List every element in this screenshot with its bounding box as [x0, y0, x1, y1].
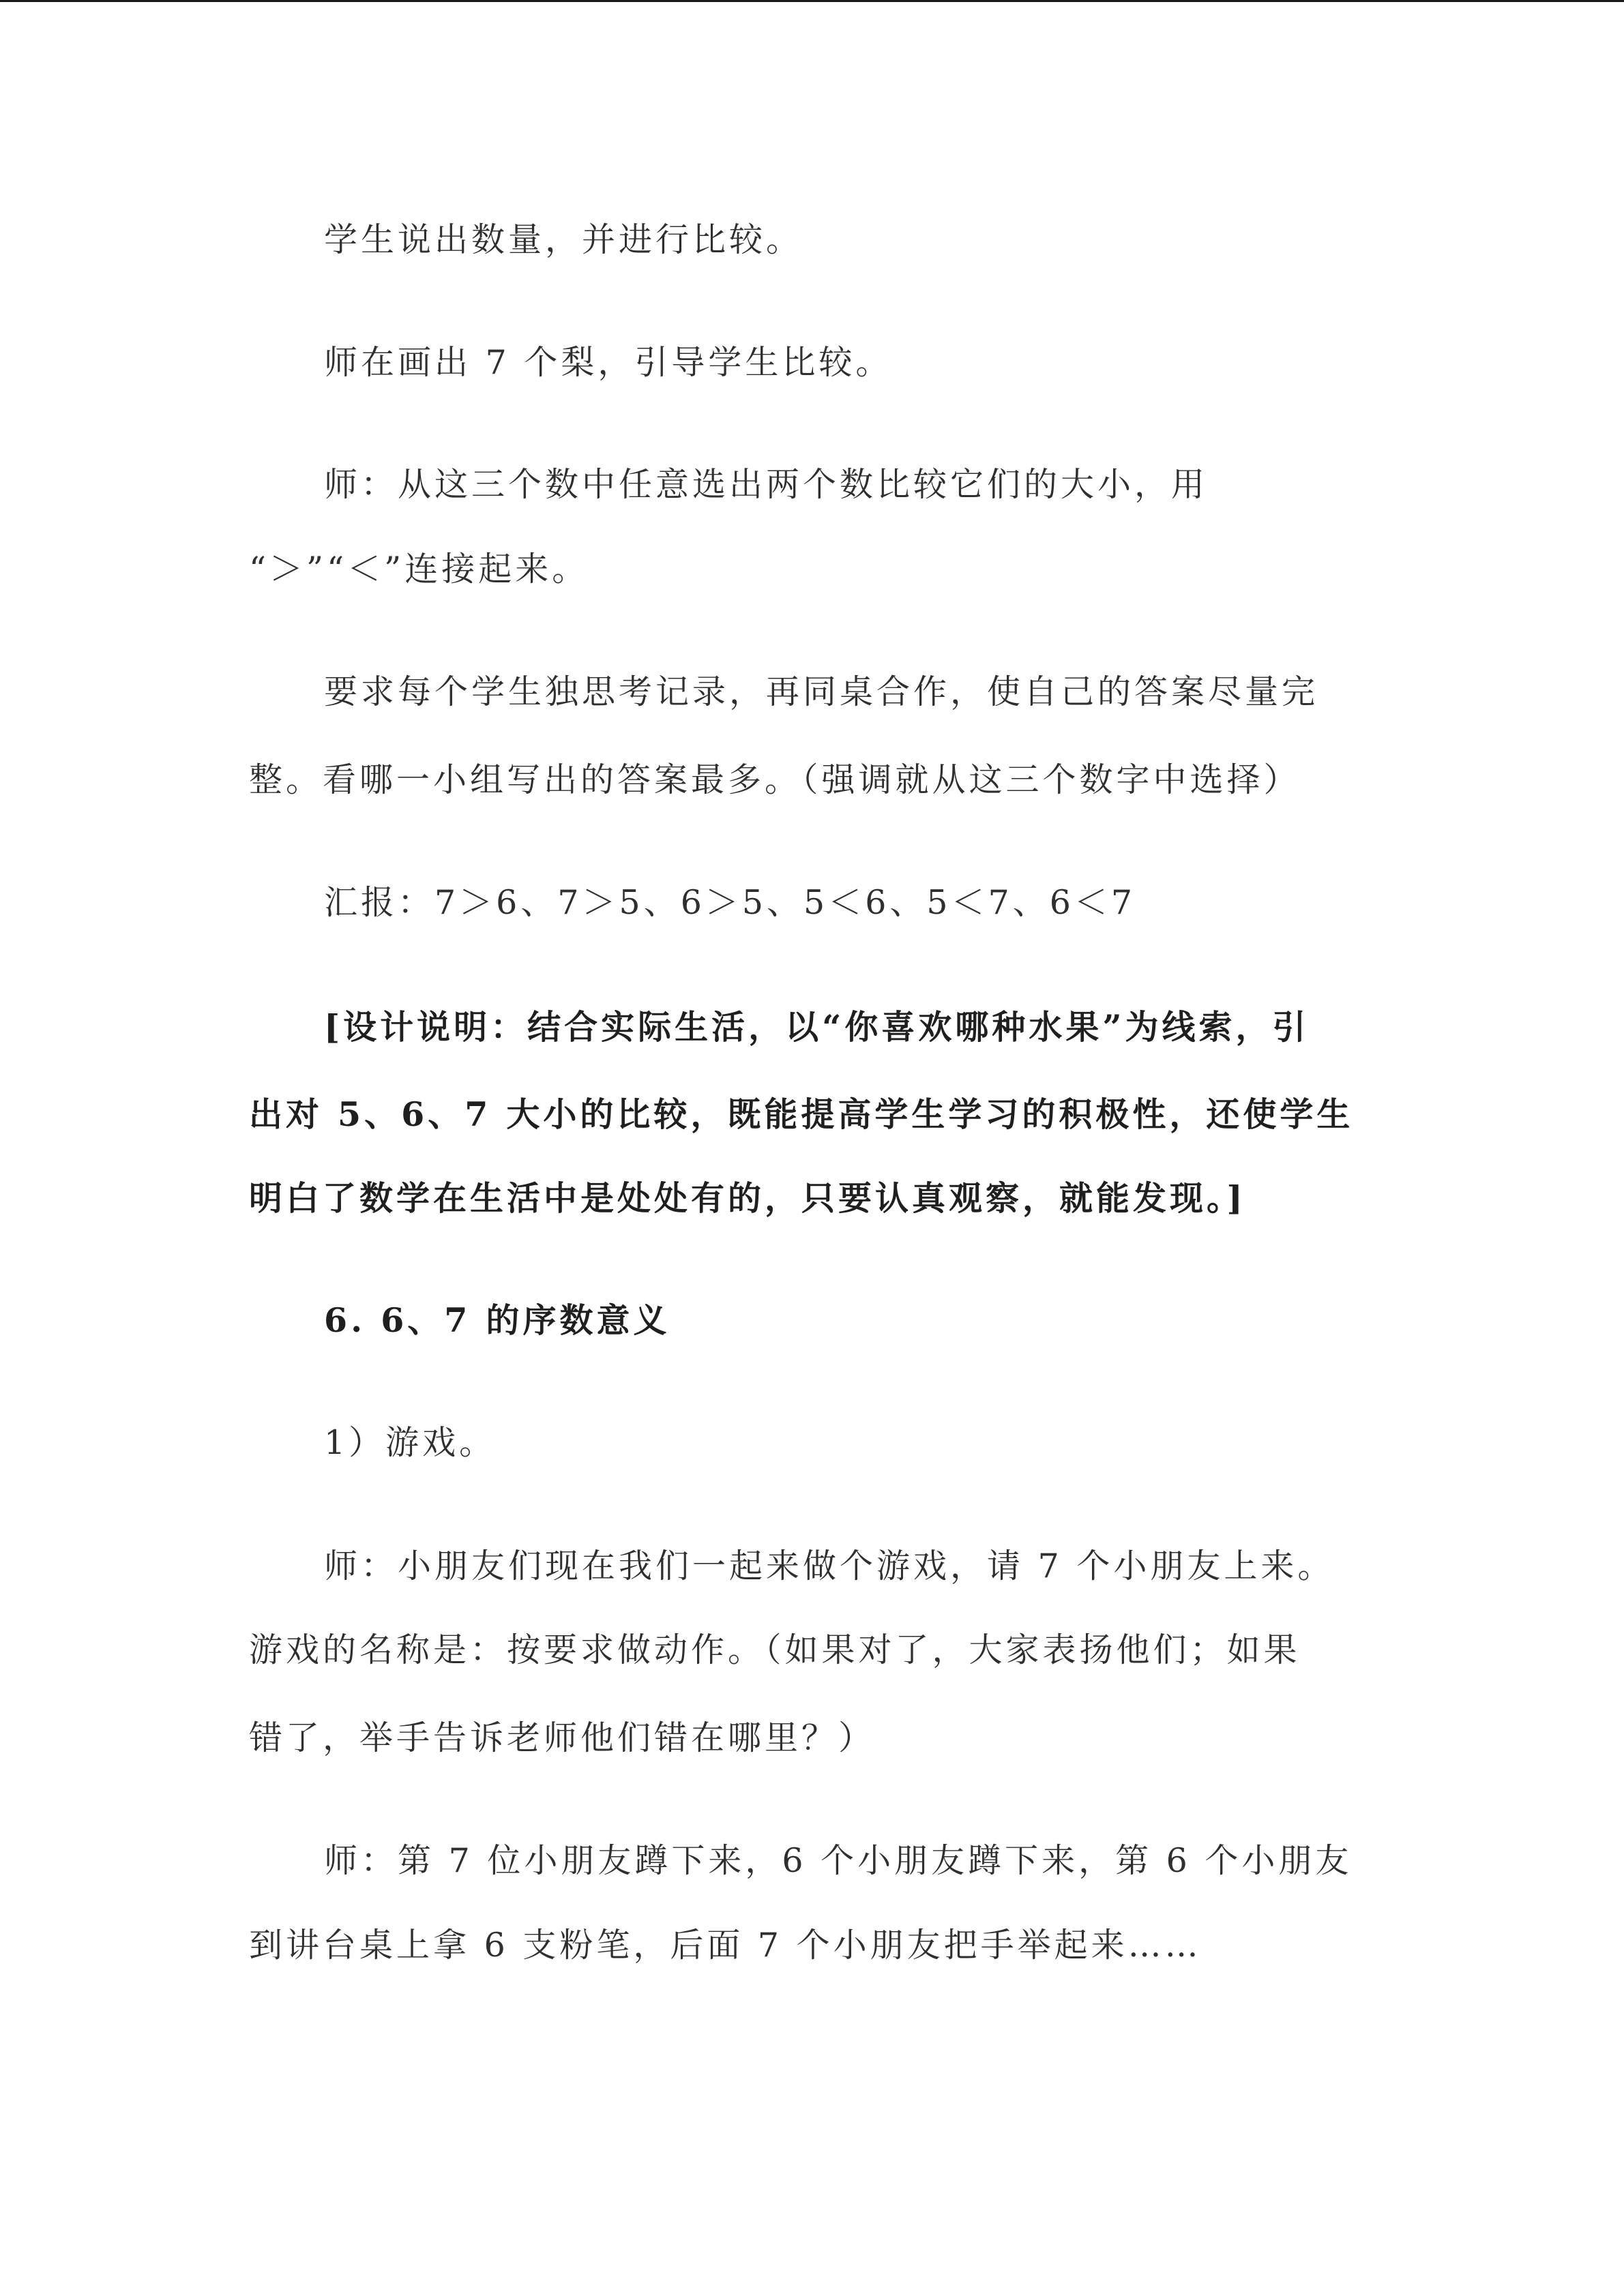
paragraph-line: 错了，举手告诉老师他们错在哪里？） [249, 1718, 876, 1757]
paragraph-line: 整。看哪一小组写出的答案最多。（强调就从这三个数字中选择） [249, 760, 1301, 799]
page-top-border [0, 0, 1624, 2]
paragraph-line: 1）游戏。 [324, 1423, 497, 1462]
paragraph-line: 师：小朋友们现在我们一起来做个游戏，请 7 个小朋友上来。 [324, 1547, 1335, 1585]
design-note-line: 出对 5、6、7 大小的比较，既能提高学生学习的积极性，还使学生 [249, 1094, 1354, 1134]
paragraph-line: 学生说出数量，并进行比较。 [324, 220, 803, 259]
paragraph-line: 师：第 7 位小朋友蹲下来，6 个小朋友蹲下来，第 6 个小朋友 [324, 1841, 1353, 1880]
design-note-line: [设计说明：结合实际生活，以“你喜欢哪种水果”为线索，引 [324, 1007, 1310, 1047]
design-note-line: 明白了数学在生活中是处处有的，只要认真观察，就能发现。] [249, 1178, 1246, 1218]
paragraph-line: “＞”“＜”连接起来。 [249, 550, 589, 588]
paragraph-line: 师在画出 7 个梨，引导学生比较。 [324, 343, 893, 382]
paragraph-line: 到讲台桌上拿 6 支粉笔，后面 7 个小朋友把手举起来…… [249, 1926, 1202, 1965]
paragraph-line: 汇报：7＞6、7＞5、6＞5、5＜6、5＜7、6＜7 [324, 883, 1136, 922]
paragraph-line: 师：从这三个数中任意选出两个数比较它们的大小，用 [324, 465, 1209, 504]
section-heading: 6. 6、7 的序数意义 [324, 1300, 670, 1340]
paragraph-line: 游戏的名称是：按要求做动作。（如果对了，大家表扬他们；如果 [249, 1630, 1301, 1669]
paragraph-line: 要求每个学生独思考记录，再同桌合作，使自己的答案尽量完 [324, 672, 1319, 711]
